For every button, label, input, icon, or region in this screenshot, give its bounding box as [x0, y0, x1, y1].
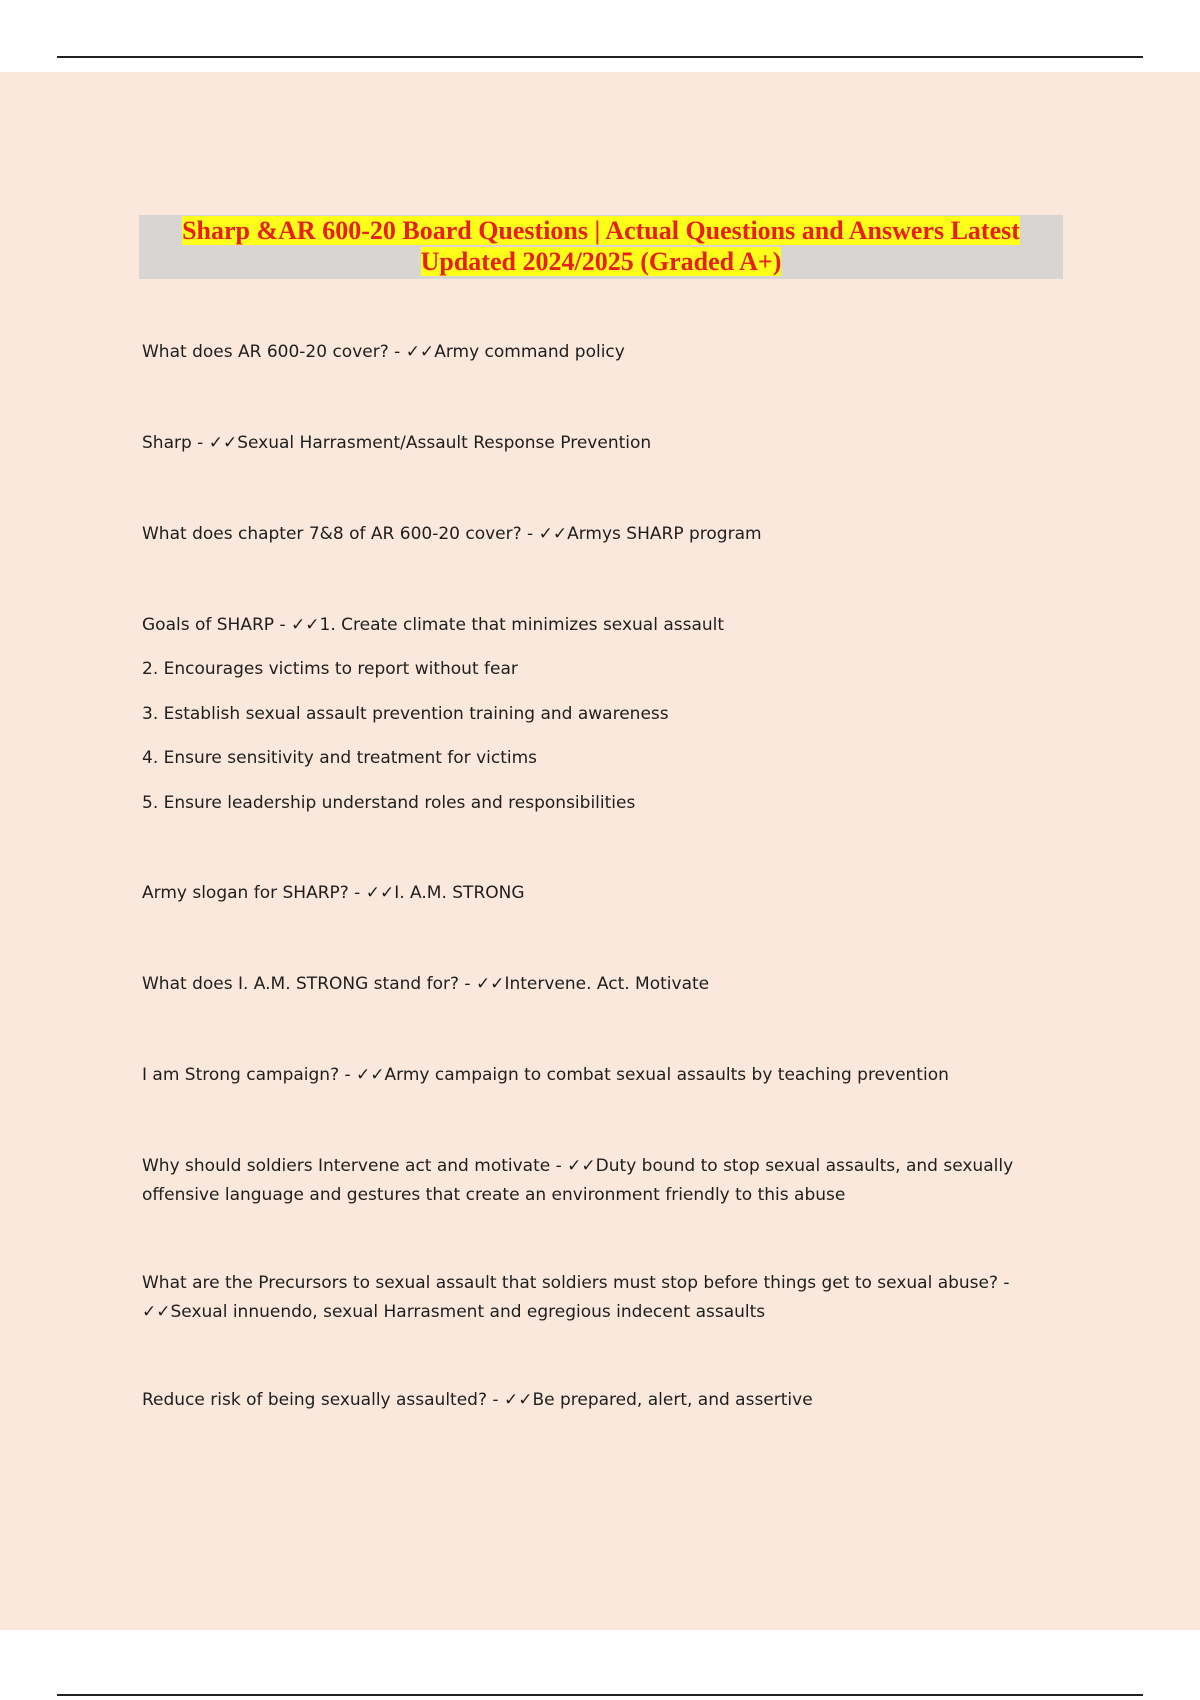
check-mark-icon: ✓✓ [567, 1156, 596, 1176]
separator: - [487, 1390, 504, 1410]
question-text: What does AR 600-20 cover? [142, 342, 389, 362]
check-mark-icon: ✓✓ [365, 883, 395, 903]
qa-item [142, 970, 1062, 999]
qa-item [142, 520, 1062, 549]
separator: - [458, 974, 476, 994]
goal-item: 5. Ensure leadership understand roles and responsibilities [142, 793, 636, 813]
qa-item [142, 1061, 1062, 1090]
separator: - [388, 342, 406, 362]
separator: - [998, 1273, 1010, 1293]
question-text: I am Strong campaign? [142, 1065, 340, 1085]
question-text: Sharp [142, 433, 192, 453]
question-text: Army slogan for SHARP? [142, 883, 349, 903]
bottom-rule [57, 1694, 1143, 1696]
qa-item [142, 879, 1062, 908]
separator: - [339, 1065, 357, 1085]
separator: - [550, 1156, 568, 1176]
check-mark-icon: ✓✓ [475, 974, 505, 994]
document-title: Sharp &AR 600-20 Board Questions | Actual Questions and Answers Latest Updated 2024/2025 (Graded A+) [182, 216, 1020, 276]
qa-item [142, 338, 1062, 367]
check-mark-icon: ✓✓ [356, 1065, 385, 1085]
qa-item [142, 611, 1062, 640]
check-mark-icon: ✓✓ [538, 524, 568, 544]
check-mark-icon: ✓✓ [291, 615, 320, 635]
answer-text: I. A.M. STRONG [394, 883, 525, 903]
title-box [139, 215, 1063, 279]
check-mark-icon: ✓✓ [405, 342, 435, 362]
separator: - [191, 433, 209, 453]
answer-text: Be prepared, alert, and assertive [532, 1390, 813, 1410]
qa-item [142, 1152, 1062, 1210]
answer-text: Duty bound to stop sexual assaults, and sexually offensive language and gestures that create an environment friendly to this abuse [142, 1156, 1014, 1205]
answer-text: Sexual innuendo, sexual Harrasment and egregious indecent assaults [170, 1302, 766, 1322]
check-mark-icon: ✓✓ [503, 1390, 533, 1410]
question-text: What are the Precursors to sexual assault that soldiers must stop before things get to sexual abuse? [142, 1273, 999, 1293]
answer-text: Army campaign to combat sexual assaults by teaching prevention [384, 1065, 949, 1085]
check-mark-icon: ✓✓ [142, 1302, 171, 1322]
question-text: Goals of SHARP [142, 615, 275, 635]
top-rule [57, 56, 1143, 58]
question-text: What does chapter 7&8 of AR 600-20 cover? [142, 524, 522, 544]
qa-item [142, 1386, 1062, 1415]
document-page [0, 72, 1200, 1630]
answer-text: Army command policy [434, 342, 625, 362]
answer-text: Intervene. Act. Motivate [504, 974, 710, 994]
answer-text: Armys SHARP program [567, 524, 762, 544]
question-text: Why should soldiers Intervene act and motivate [142, 1156, 551, 1176]
separator: - [274, 615, 291, 635]
qa-item [142, 429, 1062, 458]
goal-item: 4. Ensure sensitivity and treatment for victims [142, 748, 538, 768]
separator: - [521, 524, 539, 544]
answer-text: 1. Create climate that minimizes sexual assault [319, 615, 725, 635]
check-mark-icon: ✓✓ [208, 433, 238, 453]
answer-text: Sexual Harrasment/Assault Response Prevention [237, 433, 652, 453]
qa-item [142, 1269, 1062, 1327]
goal-item: 3. Establish sexual assault prevention training and awareness [142, 704, 669, 724]
separator: - [348, 883, 366, 903]
goal-item: 2. Encourages victims to report without fear [142, 659, 518, 679]
question-text: What does I. A.M. STRONG stand for? [142, 974, 459, 994]
question-text: Reduce risk of being sexually assaulted? [142, 1390, 487, 1410]
